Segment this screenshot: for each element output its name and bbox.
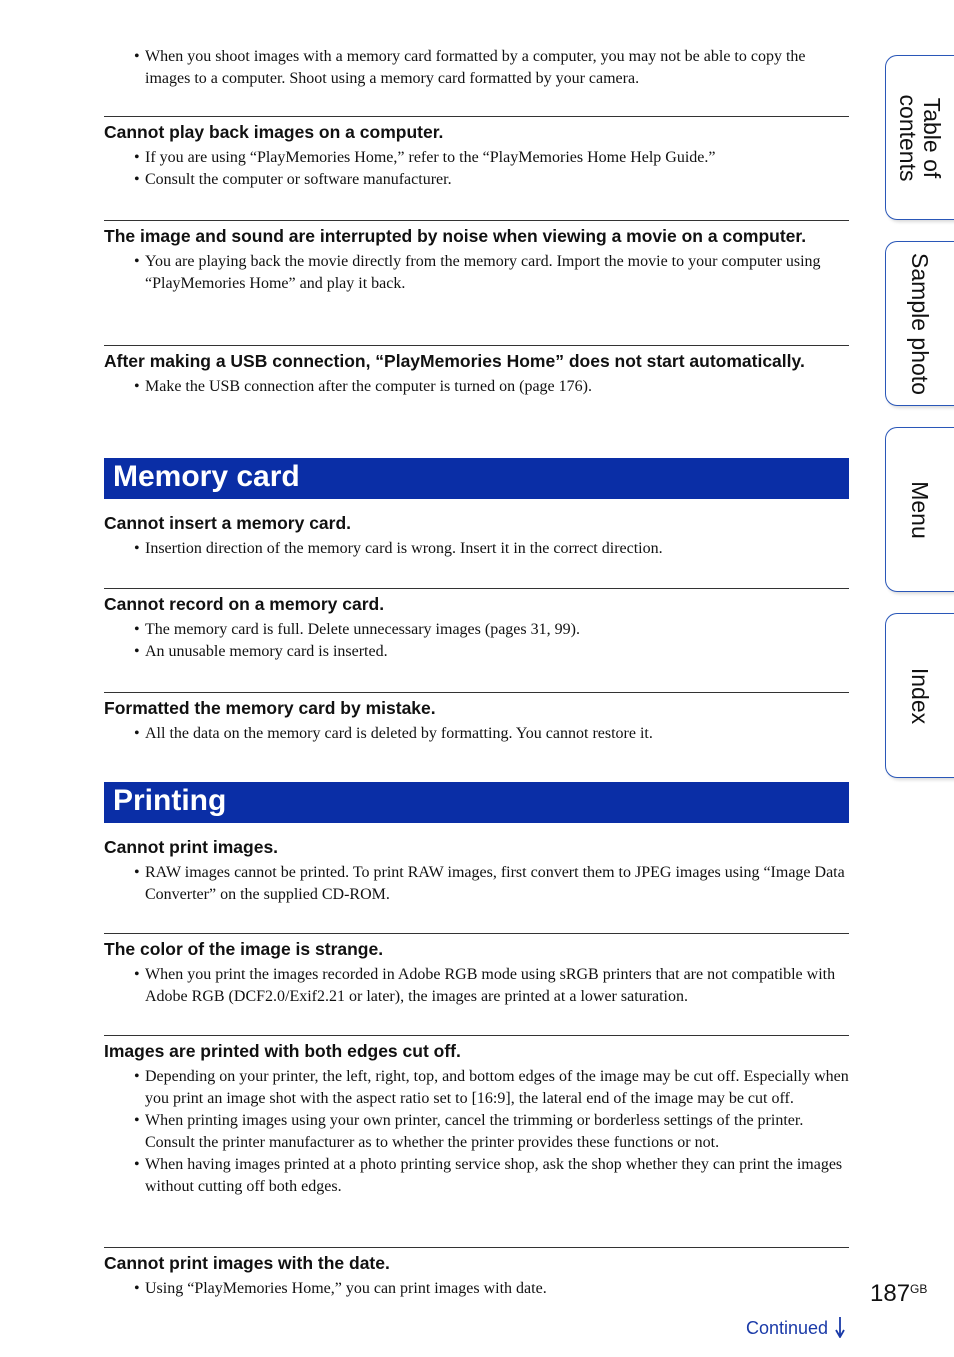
list-item: • When you print the images recorded in Adobe RGB mode using sRGB printers that are not compatible with Adobe RGB (DCF2.0/Exif2.21 or later), the images are printed at a lower saturation. <box>104 964 849 1008</box>
tab-sample-photo[interactable] <box>885 241 954 406</box>
pc-entry <box>104 345 849 398</box>
entry-heading: Images are printed with both edges cut off. <box>104 1041 461 1061</box>
printing-entry <box>104 1247 849 1300</box>
list-item: • You are playing back the movie directly from the memory card. Import the movie to your computer using “PlayMemories Home” and play it back. <box>104 251 849 295</box>
list-item: • An unusable memory card is inserted. <box>104 641 849 663</box>
tab-label: Table of contents <box>895 94 945 181</box>
entry-heading: Cannot play back images on a computer. <box>104 122 444 142</box>
entry-heading: Cannot print images with the date. <box>104 1253 390 1273</box>
memory-card-entry <box>104 692 849 745</box>
list-item: • Using “PlayMemories Home,” you can print images with date. <box>104 1278 849 1300</box>
list-item: • The memory card is full. Delete unnecessary images (pages 31, 99). <box>104 619 849 641</box>
top-bullets <box>104 46 849 90</box>
page-number-value: 187 <box>870 1280 911 1307</box>
list-item: • When printing images using your own printer, cancel the trimming or borderless settings of the printer. Consult the printer manufacturer as to whether the printer provides these functions or not. <box>104 1110 849 1154</box>
down-arrow-icon <box>835 1316 845 1340</box>
printing-entry <box>104 832 849 906</box>
entry-heading: After making a USB connection, “PlayMemories Home” does not start automatically. <box>104 351 805 371</box>
list-item: • When you shoot images with a memory card formatted by a computer, you may not be able to copy the images to a computer. Shoot using a memory card formatted by your camera. <box>104 46 849 90</box>
page-number-suffix: GB <box>910 1282 928 1296</box>
list-item: • When having images printed at a photo printing service shop, ask the shop whether they can print the images without cutting off both edges. <box>104 1154 849 1198</box>
memory-card-entry <box>104 588 849 663</box>
list-item: • RAW images cannot be printed. To print RAW images, first convert them to JPEG images using “Image Data Converter” on the supplied CD-ROM. <box>104 862 849 906</box>
list-item: • All the data on the memory card is deleted by formatting. You cannot restore it. <box>104 723 849 745</box>
entry-heading: Formatted the memory card by mistake. <box>104 698 436 718</box>
entry-heading: Cannot record on a memory card. <box>104 594 385 614</box>
section-banner-printing: Printing <box>104 782 849 823</box>
section-banner-memory-card: Memory card <box>104 458 849 499</box>
entry-heading: The image and sound are interrupted by noise when viewing a movie on a computer. <box>104 226 807 246</box>
list-item: • Insertion direction of the memory card is wrong. Insert it in the correct direction. <box>104 538 849 560</box>
list-item: • Depending on your printer, the left, right, top, and bottom edges of the image may be cut off. Especially when you print an image shot with the aspect ratio set to [16:9], the lateral end of the image may be cut off. <box>104 1066 849 1110</box>
continued-link[interactable] <box>746 1316 845 1340</box>
entry-heading: Cannot print images. <box>104 837 279 857</box>
printing-entry <box>104 933 849 1008</box>
tab-label: Sample photo <box>907 252 933 395</box>
list-item: • Make the USB connection after the computer is turned on (page 176). <box>104 376 849 398</box>
tab-table-of-contents[interactable] <box>885 55 954 220</box>
entry-heading: The color of the image is strange. <box>104 939 384 959</box>
tab-menu[interactable] <box>885 427 954 592</box>
entry-heading: Cannot insert a memory card. <box>104 513 352 533</box>
tab-index[interactable] <box>885 613 954 778</box>
pc-entry <box>104 116 849 191</box>
continued-label: Continued <box>746 1318 829 1338</box>
tab-label: Index <box>907 667 933 724</box>
page-number <box>870 1280 927 1308</box>
memory-card-entry <box>104 508 849 560</box>
tab-label: Menu <box>907 480 933 539</box>
pc-entry <box>104 220 849 295</box>
list-item: • If you are using “PlayMemories Home,” refer to the “PlayMemories Home Help Guide.” <box>104 147 849 169</box>
list-item: • Consult the computer or software manufacturer. <box>104 169 849 191</box>
printing-entry <box>104 1035 849 1198</box>
